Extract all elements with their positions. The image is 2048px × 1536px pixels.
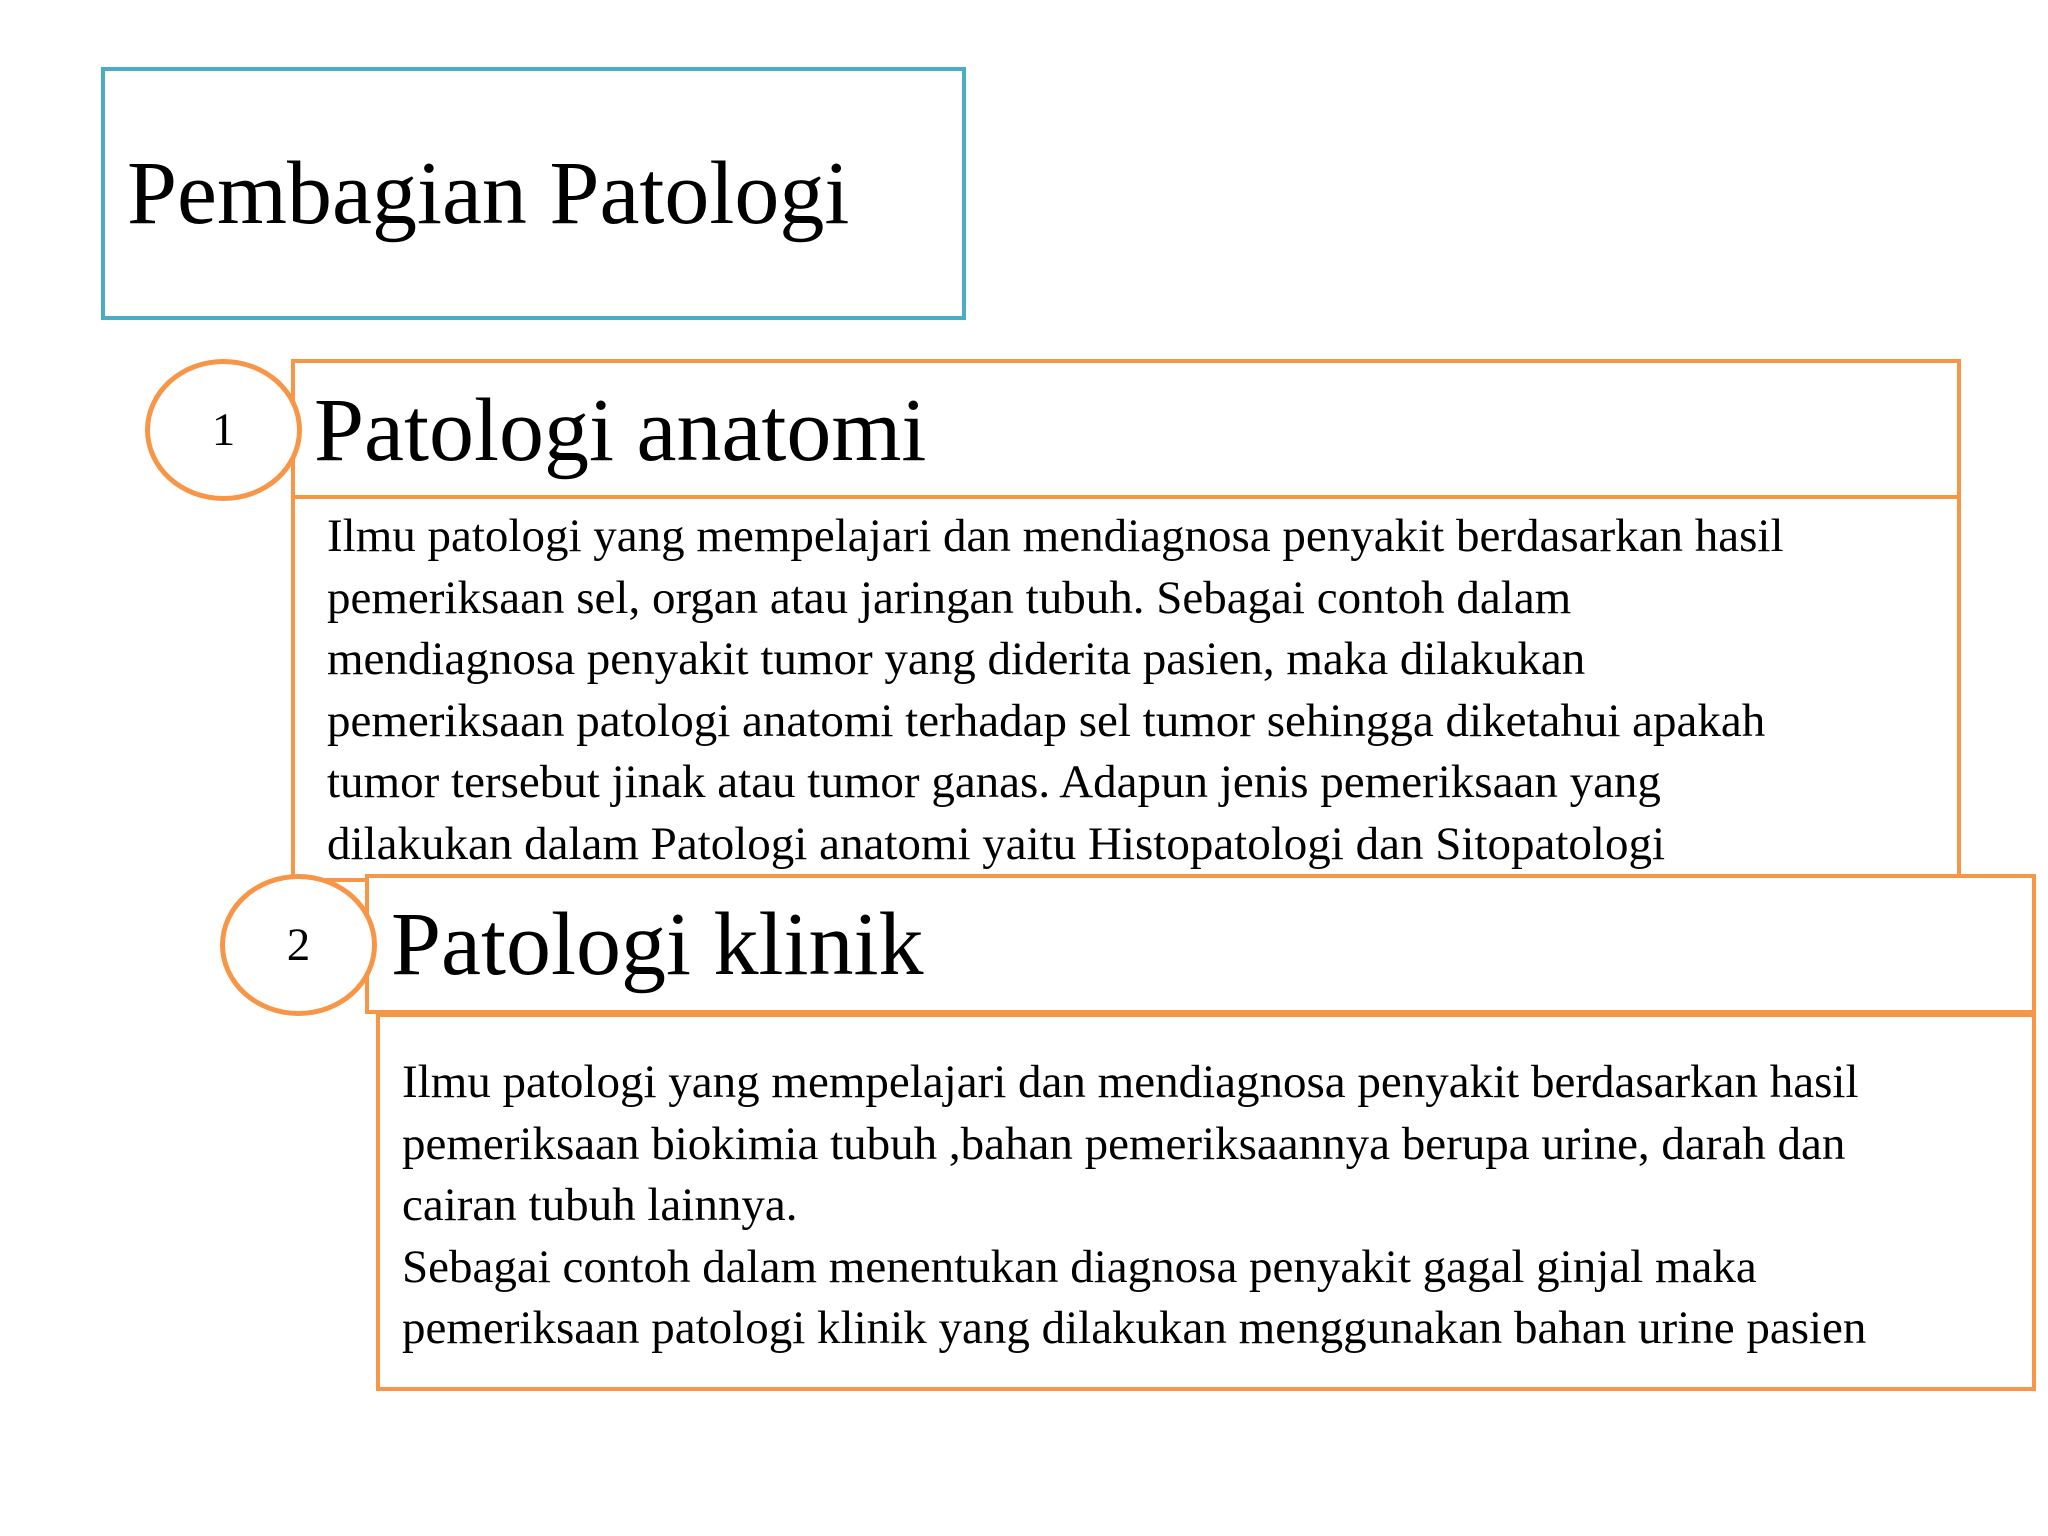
slide-title-box <box>101 67 966 320</box>
section-2-description-box <box>376 1013 2036 1391</box>
section-1-heading-box <box>291 359 1961 499</box>
section-1-description-box <box>291 490 1961 882</box>
section-2-number: 2 <box>286 918 311 971</box>
section-2-description: Ilmu patologi yang mempelajari dan mendiagnosa penyakit berdasarkan hasil pemeriksaan biokimia tubuh ,bahan pemeriksaannya berupa urine, darah dan cairan tubuh lainnya. Sebagai contoh dalam menentukan diagnosa penyakit gagal ginjal maka pemeriksaan patologi klinik yang dilakukan menggunakan bahan urine pasien <box>402 1056 1867 1354</box>
section-1-heading: Patologi anatomi <box>314 381 927 480</box>
section-2-number-badge <box>220 874 377 1016</box>
slide-title: Pembagian Patologi <box>127 144 850 243</box>
section-1-number: 1 <box>211 403 236 456</box>
section-2-heading: Patologi klinik <box>391 895 924 994</box>
section-1-number-badge <box>145 359 302 501</box>
section-2-heading-box <box>365 874 2036 1014</box>
section-1-description: Ilmu patologi yang mempelajari dan mendiagnosa penyakit berdasarkan hasil pemeriksaan sel, organ atau jaringan tubuh. Sebagai contoh dalam mendiagnosa penyakit tumor yang diderita pasien, maka dilakukan pemeriksaan patologi anatomi terhadap sel tumor sehingga diketahui apakah tumor tersebut jinak atau tumor ganas. Adapun jenis pemeriksaan yang dilakukan dalam Patologi anatomi yaitu Histopatologi dan Sitopatologi <box>327 510 1784 870</box>
